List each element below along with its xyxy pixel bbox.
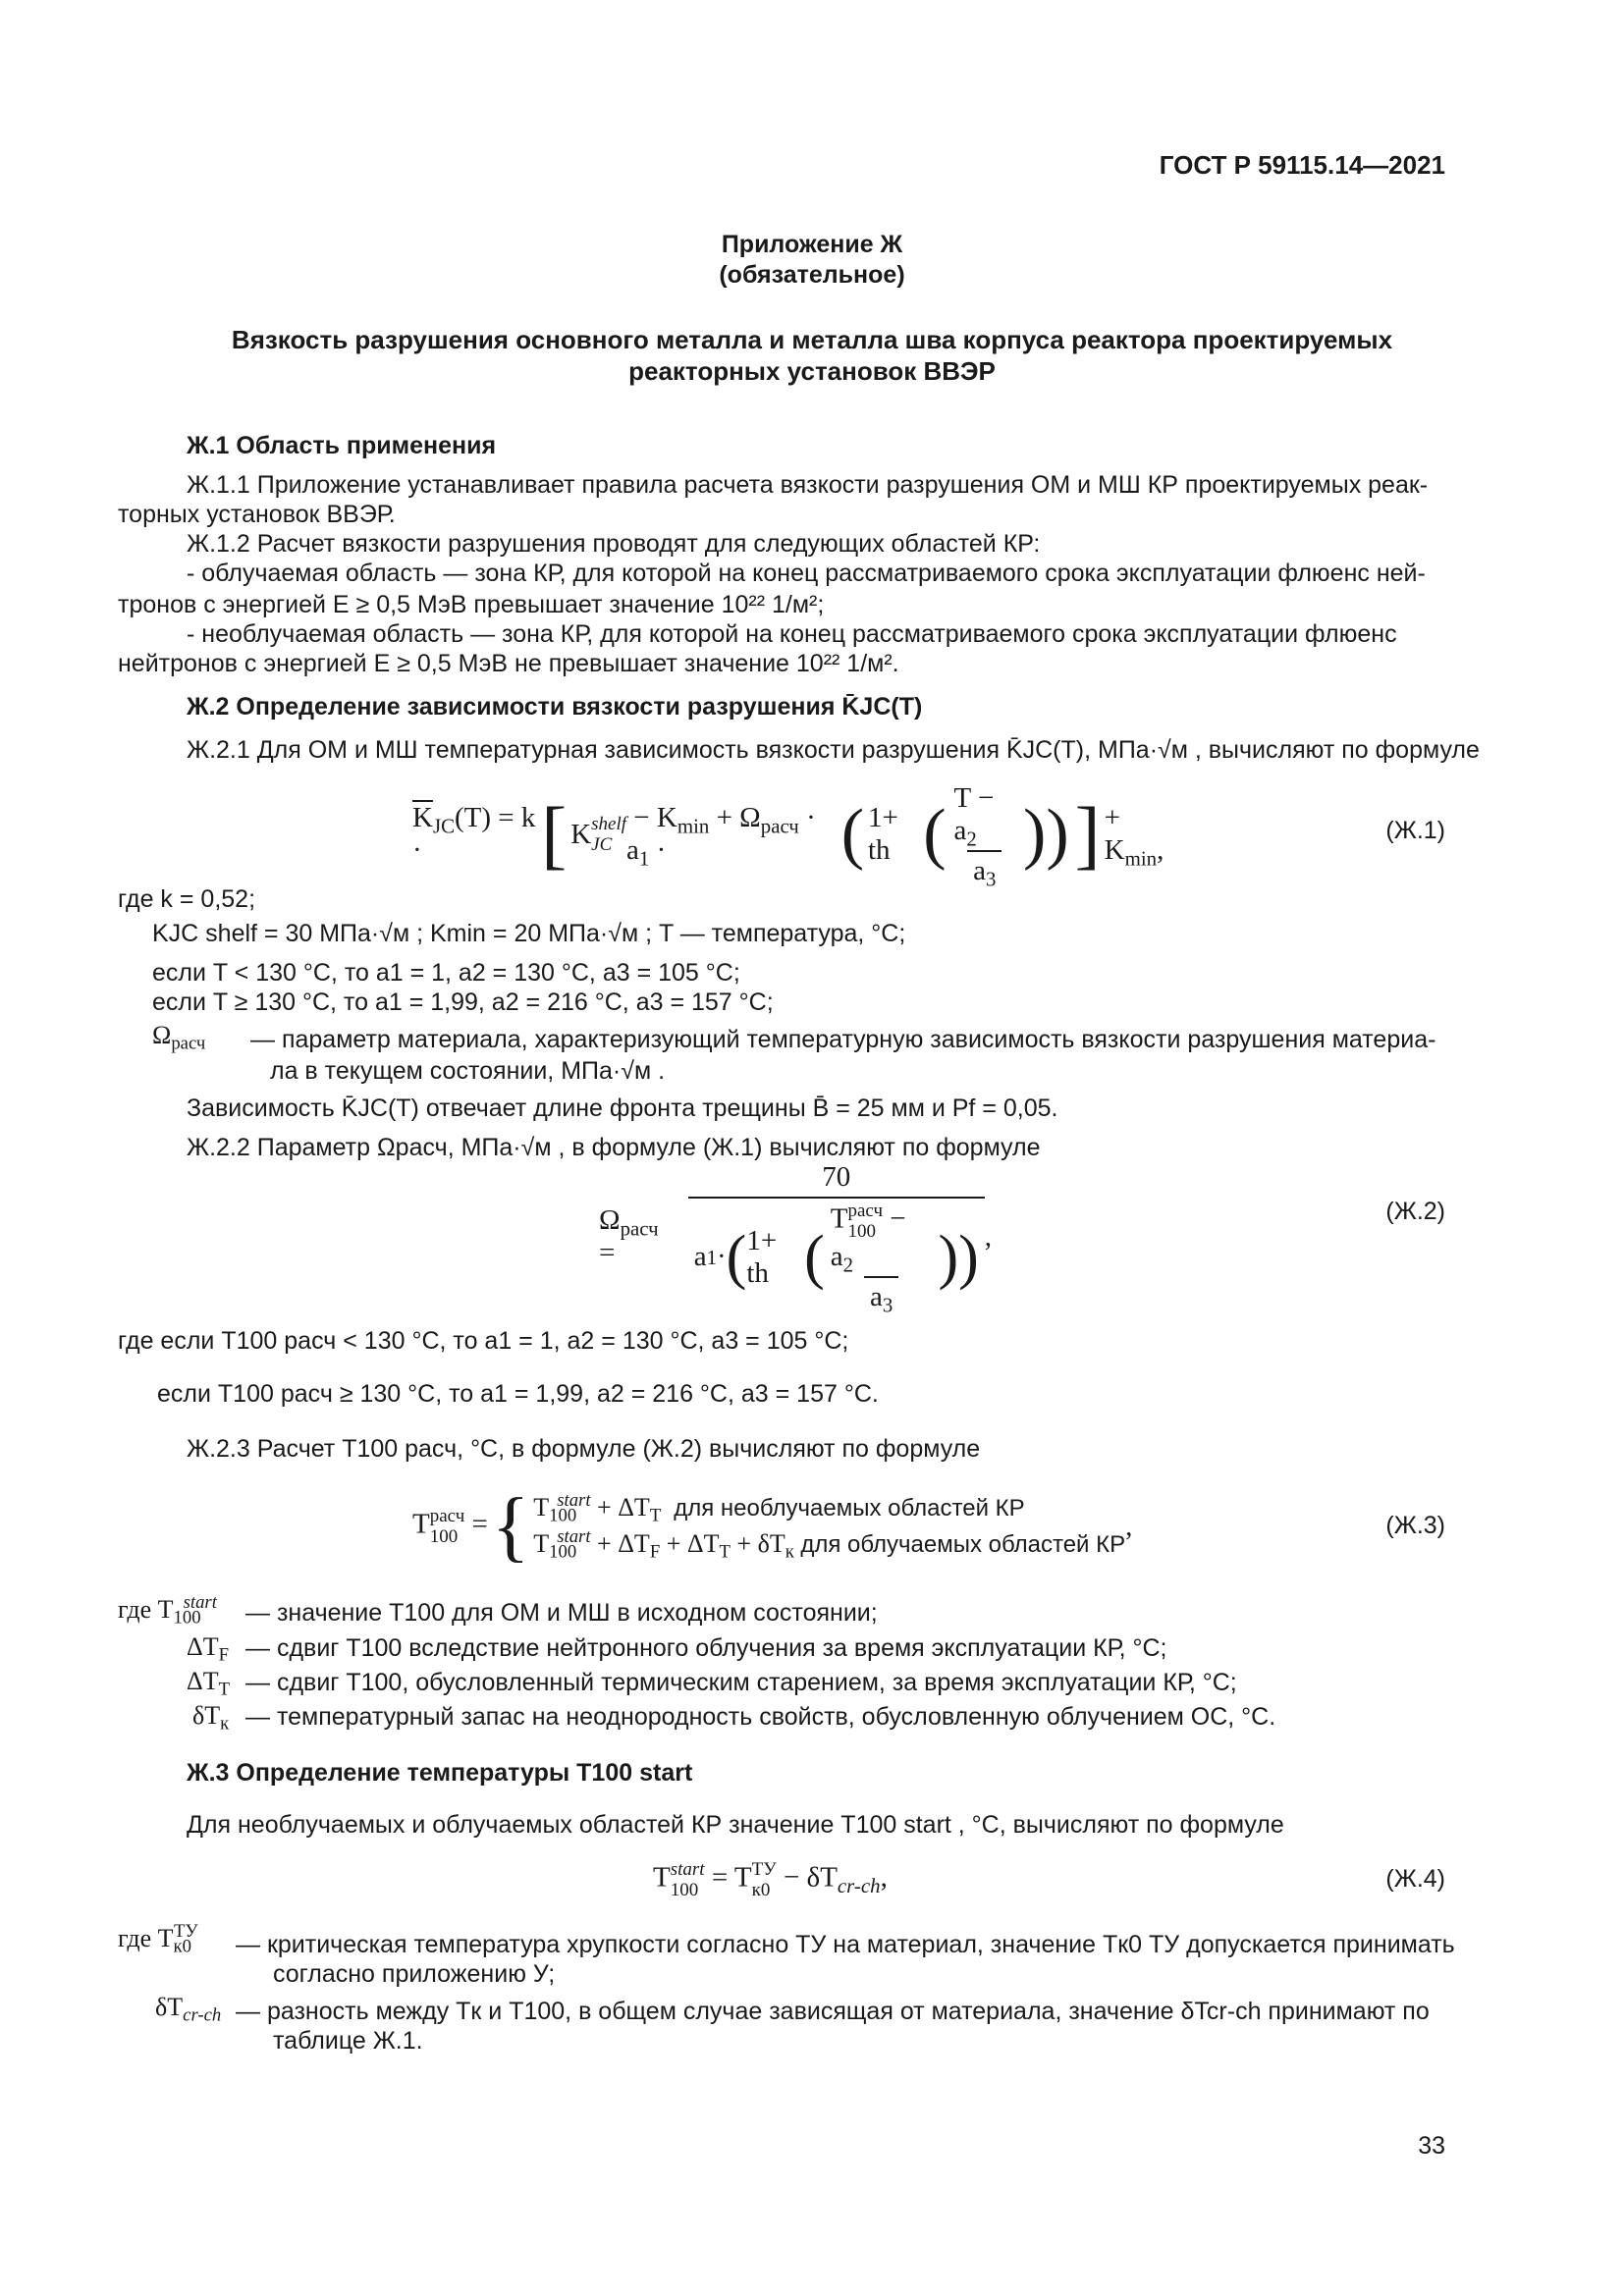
def-dtt: — сдвиг T100, обусловленный термическим старением, за время эксплуатации КР, °С; [245, 1669, 1237, 1696]
s2-p1: Ж.2.1 Для ОМ и МШ температурная зависимость вязкости разрушения K̄JC(T), МПа·√м , вычисляют по формуле [187, 736, 1480, 764]
s2-p3: Ж.2.3 Расчет T100 расч, °С, в формуле (Ж.2) вычисляют по формуле [187, 1435, 981, 1463]
s1-p1-line1: Ж.1.1 Приложение устанавливает правила расчета вязкости разрушения ОМ и МШ КР проектируемых реак- [187, 471, 1429, 499]
formula-zh1-label: (Ж.1) [1385, 817, 1445, 844]
formula-zh3-case2-text: для облучаемых областей КР [800, 1531, 1126, 1558]
formula-zh3: T расч 100 = { $T_{100}^{start} + \Delta T_T$ для необлучаемых областей КР $T_{100}^{start} + \Delta T_F + \Delta T_T + \delta T_к$ для облучаемых областей КР , [412, 1483, 1133, 1570]
formula-zh1: $\overline{K}_{JC}(T) = k$ · [ K shelf JC − $K_{min} + \Omega_{расч} \cdot a_1$ · ( 1+ th ( $\frac{T - a_2}{a_3}$ )) ] + $K_{min}$, [412, 781, 1164, 890]
page-number: 33 [1418, 2132, 1445, 2160]
def-dtcrch-symbol: $\delta T_{cr-ch}$ [155, 1993, 222, 2026]
dependence-note: Зависимость K̄JC(T) отвечает длине фронта трещины B̄ = 25 мм и Pf = 0,05. [187, 1095, 1058, 1122]
where-k: где k = 0,52; [118, 885, 256, 913]
omega-symbol: $\Omega_{расч}$ [152, 1021, 206, 1054]
s3-p1: Для необлучаемых и облучаемых областей КР значение T100 start , °С, вычисляют по формуле [187, 1811, 1284, 1839]
formula-zh4-label: (Ж.4) [1385, 1865, 1445, 1893]
def-dtcrch-line1: — разность между Tк и T100, в общем случае зависящая от материала, значение δTcr-ch принимают по [236, 1998, 1430, 2025]
formula-zh2-numerator: 70 [822, 1160, 851, 1193]
s1-bullet1-line1: - облучаемая область — зона КР, для которой на конец рассматриваемого срока эксплуатации флюенс ней- [187, 560, 1426, 587]
where-if1: где если T100 расч < 130 °С, то a1 = 1, a2 = 130 °С, a3 = 105 °С; [118, 1327, 849, 1355]
formula-zh4: T start 100 = T ТУ к0 − $\delta T_{cr-ch}$, [653, 1859, 888, 1900]
section-2-heading: Ж.2 Определение зависимости вязкости разрушения K̄JC(T) [187, 693, 923, 721]
def-tk0-line2: согласно приложению У; [273, 1960, 556, 1988]
s1-p1-line2: торных установок ВВЭР. [118, 501, 396, 528]
main-title-line1: Вязкость разрушения основного металла и металла шва корпуса реактора проектируемых [231, 325, 1393, 354]
def-dtcrch-line2: таблице Ж.1. [273, 2027, 423, 2055]
section-3-heading: Ж.3 Определение температуры T100 start [187, 1759, 693, 1787]
formula-zh2: $\Omega_{расч}$ = 70 a 1 · ( 1+ th ( T расч 100 − $a_2$ $a_3$ )) , [599, 1160, 992, 1316]
where-if2: если T100 расч ≥ 130 °С, то a1 = 1,99, a2 = 216 °С, a3 = 157 °С. [157, 1380, 879, 1408]
def-tstart-symbol: где $T_{100}^{start}$ [118, 1591, 217, 1629]
condition-2: если T ≥ 130 °С, то a1 = 1,99, a2 = 216 °С, a3 = 157 °С; [152, 988, 774, 1016]
def-dtk-symbol: $\delta T_к$ [192, 1701, 230, 1735]
omega-def-line2: ла в текущем состоянии, МПа·√м . [270, 1057, 666, 1085]
main-title-line2: реакторных установок ВВЭР [628, 356, 996, 386]
document-id: ГОСТ Р 59115.14—2021 [1159, 150, 1445, 180]
formula-zh3-case1-text: для необлучаемых областей КР [674, 1495, 1025, 1522]
def-dtt-symbol: $\Delta T_T$ [187, 1667, 231, 1700]
condition-1: если T < 130 °С, то a1 = 1, a2 = 130 °С, a3 = 105 °С; [152, 959, 740, 987]
s1-bullet2-line1: - необлучаемая область — зона КР, для которой на конец рассматриваемого срока эксплуатации флюенс [187, 620, 1397, 648]
def-tstart: — значение T100 для ОМ и МШ в исходном состоянии; [245, 1599, 878, 1627]
section-1-heading: Ж.1 Область применения [187, 432, 497, 459]
s2-p2: Ж.2.2 Параметр Ωрасч, МПа·√м , в формуле (Ж.1) вычисляют по формуле [187, 1134, 1041, 1161]
s1-p2: Ж.1.2 Расчет вязкости разрушения проводят для следующих областей КР: [187, 530, 1041, 558]
s1-bullet1-line2: тронов с энергией E ≥ 0,5 МэВ превышает значение 10²² 1/м²; [118, 591, 825, 618]
appendix-status: (обязательное) [719, 261, 905, 289]
appendix-title: Приложение Ж [721, 231, 903, 258]
def-dtf-symbol: $\Delta T_F$ [187, 1632, 230, 1666]
s1-bullet2-line2: нейтронов с энергией E ≥ 0,5 МэВ не превышает значение 10²² 1/м². [118, 650, 899, 677]
def-tk0-line1: — критическая температура хрупкости согласно ТУ на материал, значение Tк0 ТУ допускается принимать [236, 1931, 1455, 1958]
def-dtk: — температурный запас на неоднородность свойств, обусловленную облучением ОС, °С. [245, 1703, 1276, 1731]
def-dtf: — сдвиг T100 вследствие нейтронного облучения за время эксплуатации КР, °С; [245, 1634, 1167, 1662]
formula-zh3-label: (Ж.3) [1385, 1512, 1445, 1539]
kshelf-line: KJC shelf = 30 МПа·√м ; Kmin = 20 МПа·√м ; T — температура, °С; [152, 920, 906, 947]
omega-def-line1: — параметр материала, характеризующий температурную зависимость вязкости разрушения материа- [250, 1026, 1436, 1053]
def-tk0-symbol: где $T_{к0}^{ТУ}$ [118, 1920, 198, 1957]
formula-zh2-label: (Ж.2) [1385, 1198, 1445, 1225]
